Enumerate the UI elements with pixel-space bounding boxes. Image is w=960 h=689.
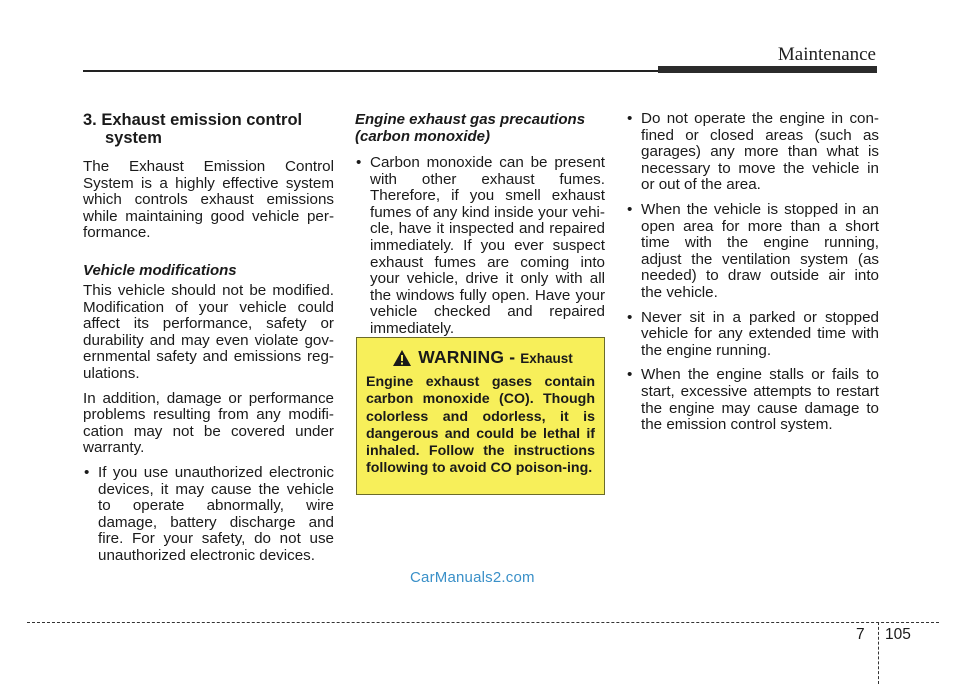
bullet-item: • Never sit in a parked or stopped vehicle for any extended time with the engine running. (626, 310, 879, 360)
header-rule-thick (658, 66, 877, 73)
page-number: 105 (885, 626, 911, 643)
chapter-number: 7 (856, 626, 865, 643)
footer-vertical-divider (878, 622, 879, 684)
bullet-item: • If you use unauthorized electronic devices, it may cause the vehicle to operate abnormally, wire damage, battery discharge and fire. For your safety, do not use unauthorized electronic devices. (83, 465, 334, 565)
warning-subtitle: Exhaust (520, 351, 573, 366)
left-column (83, 111, 334, 572)
warning-title: WARNING - (418, 347, 516, 367)
middle-column (355, 111, 605, 346)
subheading-exhaust-precautions: Engine exhaust gas precautions (carbon monoxide) (355, 111, 586, 145)
bullet-list (626, 111, 879, 434)
warning-body: Engine exhaust gases contain carbon monoxide (CO). Though colorless and odorless, it is dangerous and could be lethal if inhaled. Follow the instructions following to avoid CO poison-ing. (366, 374, 595, 477)
subheading-vehicle-modifications: Vehicle modifications (83, 261, 237, 279)
bullet-item: • Carbon monoxide can be present with other exhaust fumes. Therefore, if you smell exhaust fumes of any kind inside your vehi-cle, have it inspected and repaired immediately. If you ever suspect exhaust fumes are coming into your vehicle, drive it only with all the windows fully open. Have your vehicle checked and repaired immediately. (355, 155, 605, 338)
warning-header (370, 347, 595, 368)
warning-triangle-icon (392, 349, 412, 367)
warning-box (356, 337, 605, 495)
bullet-item: • Do not operate the engine in con-fined or closed areas (such as garages) any more than what is necessary to move the vehicle in or out of the area. (626, 111, 879, 194)
header-rule (83, 70, 661, 72)
paragraph: This vehicle should not be modified. Modification of your vehicle could affect its performance, safety or durability and may even violate gov-ernmental safety and emissions reg-ulations. (83, 281, 334, 382)
footer-divider (27, 622, 939, 623)
right-column (626, 111, 879, 442)
bullet-item: • When the engine stalls or fails to start, excessive attempts to restart the engine may cause damage to the emission control system. (626, 367, 879, 433)
watermark-link[interactable]: CarManuals2.com (410, 569, 535, 586)
intro-paragraph: The Exhaust Emission Control System is a highly effective system which controls exhaust emissions while maintaining good vehicle per-formance. (83, 158, 334, 242)
bullet-list (83, 465, 334, 565)
section-title: 3. Exhaust emission control system (83, 111, 303, 147)
bullet-item: • When the vehicle is stopped in an open area for more than a short time with the engine running, adjust the ventilation system (as needed) to draw outside air into the vehicle. (626, 202, 879, 302)
page-header-title: Maintenance (777, 44, 876, 65)
paragraph: In addition, damage or performance problems resulting from any modifi-cation may not be covered under warranty. (83, 389, 334, 457)
bullet-list (355, 155, 605, 338)
